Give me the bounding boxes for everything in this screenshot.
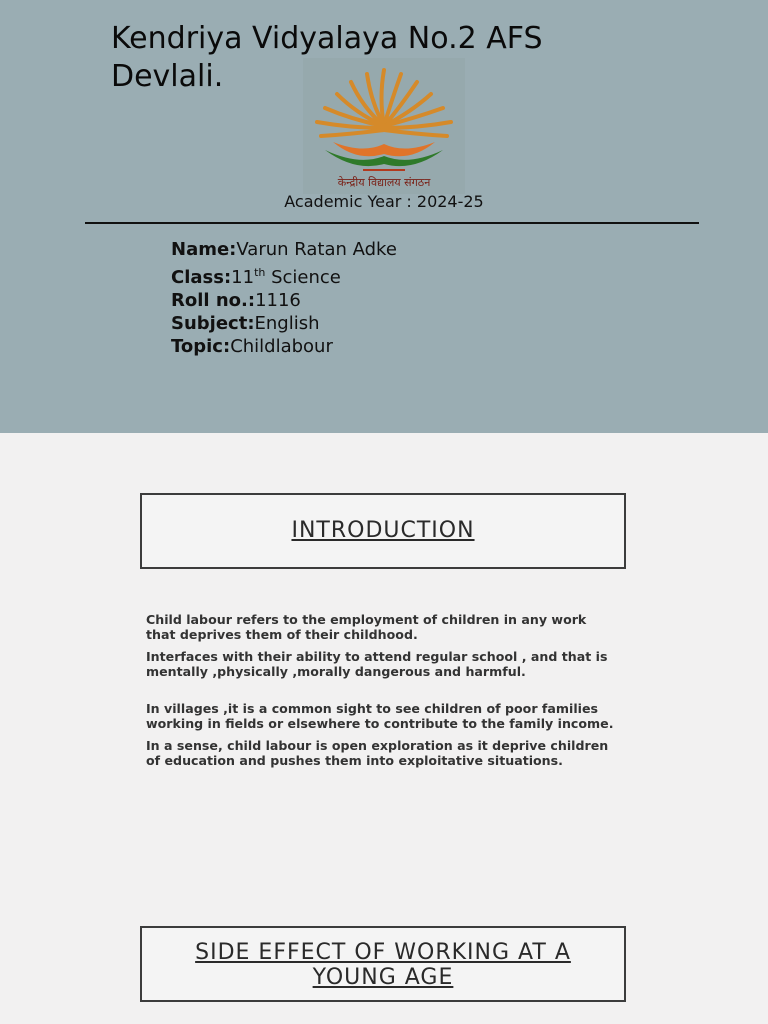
topic-value: Childlabour (230, 336, 333, 357)
class-suffix: th (254, 266, 266, 279)
subject-row (171, 312, 397, 335)
class-row (171, 261, 397, 289)
side-effect-heading (140, 926, 626, 1002)
class-stream: Science (265, 267, 341, 288)
logo-caption: केन्द्रीय विद्यालय संगठन (337, 176, 431, 189)
introduction-heading: INTRODUCTION (140, 493, 626, 569)
intro-paragraph: In villages ,it is a common sight to see children of poor families working in fields or elsewhere to contribute to the family income. (146, 701, 614, 731)
name-value: Varun Ratan Adke (236, 239, 397, 260)
introduction-body (146, 612, 616, 775)
sun-rays-icon (303, 58, 465, 178)
roll-row (171, 289, 397, 312)
student-info (171, 238, 397, 358)
intro-paragraph: In a sense, child labour is open exploration as it deprive children of education and pushes them into exploitative situations. (146, 738, 609, 768)
divider-line (85, 222, 699, 224)
academic-year: Academic Year : 2024-25 (284, 192, 484, 211)
class-value: 11 (231, 267, 255, 288)
roll-label: Roll no.: (171, 290, 256, 311)
title-slide (0, 0, 768, 433)
name-label: Name: (171, 239, 237, 260)
subject-label: Subject: (171, 313, 255, 334)
name-row (171, 238, 397, 261)
kvs-logo (303, 58, 465, 194)
roll-value: 1116 (255, 290, 301, 311)
side-effect-title-line2: YOUNG AGE (312, 965, 454, 990)
class-label: Class: (171, 267, 232, 288)
topic-row (171, 335, 397, 358)
intro-paragraph: Child labour refers to the employment of children in any work that deprives them of their childhood. (146, 612, 587, 642)
school-name: Kendriya Vidyalaya No.2 AFS Devlali. (111, 21, 543, 94)
subject-value: English (254, 313, 320, 334)
side-effect-title-line1: SIDE EFFECT OF WORKING AT A (195, 940, 571, 965)
topic-label: Topic: (171, 336, 231, 357)
intro-paragraph: Interfaces with their ability to attend regular school , and that is mentally ,physically ,morally dangerous and harmful. (146, 649, 608, 679)
